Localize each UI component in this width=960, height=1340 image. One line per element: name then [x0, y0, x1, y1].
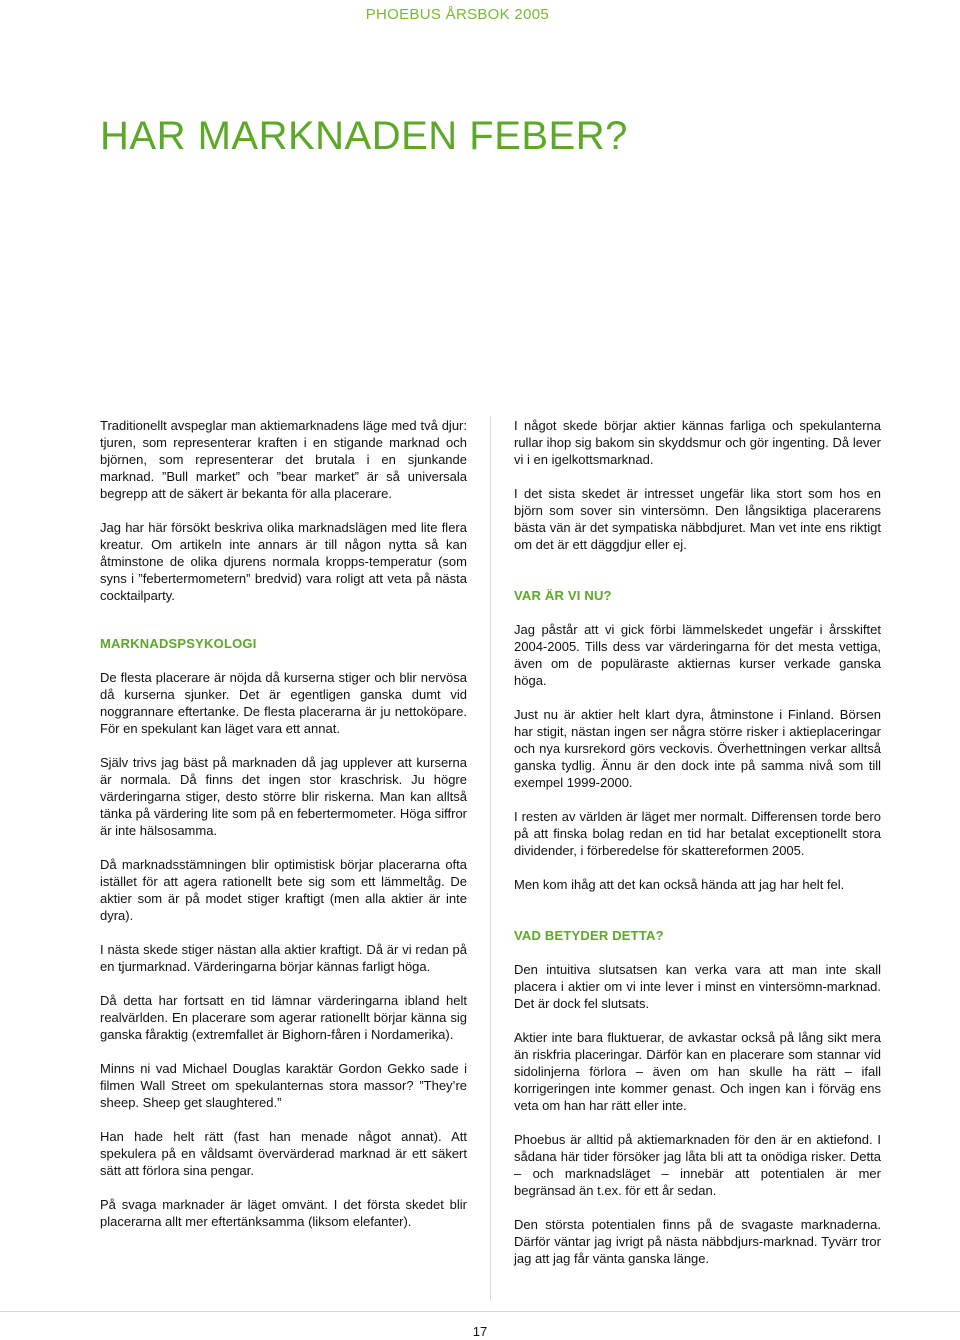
paragraph: Den intuitiva slutsatsen kan verka vara att man inte skall placera i aktier om vi inte lever i minst en vintersömn-marknad. Det är dock fel slutsats.: [514, 962, 881, 1011]
paragraph: I resten av världen är läget mer normalt. Differensen torde bero på att finska bolag redan en tid har betalat exceptionellt stora dividender, i förberedelse för skattereformen 2005.: [514, 809, 881, 858]
section-heading: MARKNADSPSYKOLOGI: [100, 636, 257, 651]
paragraph: Minns ni vad Michael Douglas karaktär Gordon Gekko sade i filmen Wall Street om spekulanternas stora massor? ”They’re sheep. Sheep get slaughtered.”: [100, 1061, 467, 1110]
paragraph: På svaga marknader är läget omvänt. I det första skedet blir placerarna allt mer eftertänksamma (liksom elefanter).: [100, 1197, 467, 1229]
footer-rule: [0, 1311, 960, 1312]
section-heading: VAD BETYDER DETTA?: [514, 928, 664, 943]
paragraph: I något skede börjar aktier kännas farliga och spekulanterna rullar ihop sig bakom sin skyddsmur och gör ingenting. Då lever vi i en igelkottsmarknad.: [514, 418, 881, 467]
column-divider: [490, 416, 491, 1300]
right-column: [514, 417, 881, 1267]
paragraph: Jag har här försökt beskriva olika marknadslägen med lite flera kreatur. Om artikeln inte annars är till någon nytta så kan åtminstone de olika djurens normala kropps-temperatur (som syns i ”febertermometern” bredvid) vara roligt att veta på nästa cocktailparty.: [100, 520, 467, 603]
paragraph: Då detta har fortsatt en tid lämnar värderingarna ibland helt realvärlden. En placerare som agerar rationellt börjar känna sig ganska fåraktig (extremfallet är Bighorn-fåren i Nordamerika).: [100, 993, 467, 1042]
paragraph: I nästa skede stiger nästan alla aktier kraftigt. Då är vi redan på en tjurmarknad. Värderingarna börjar kännas farligt höga.: [100, 942, 467, 974]
paragraph: Han hade helt rätt (fast han menade något annat). Att spekulera på en våldsamt övervärderad marknad är ett säkert sätt att förlora sina pengar.: [100, 1129, 467, 1178]
header-brand: PHOEBUS ÅRSBOK 2005: [365, 6, 549, 23]
paragraph: Jag påstår att vi gick förbi lämmelskedet ungefär i årsskiftet 2004-2005. Tills dess var värderingarna för det mesta vettiga, även om de populäraste aktiernas kurser verkade ganska höga.: [514, 622, 881, 688]
paragraph: Då marknadsstämningen blir optimistisk börjar placerarna ofta istället för att agera rationellt bete sig som ett lämmeltåg. De aktier som är på modet stiger kraftigt (men alla aktier är inte dyra).: [100, 857, 467, 923]
section-heading: VAR ÄR VI NU?: [514, 588, 612, 603]
paragraph: De flesta placerare är nöjda då kurserna stiger och blir nervösa då kurserna sjunker. Det är egentligen ganska dumt vid noggrannare eftertanke. De flesta placerarna är ju nettoköpare. För en spekulant kan läget vara ett annat.: [100, 670, 467, 736]
paragraph: Aktier inte bara fluktuerar, de avkastar också på lång sikt mera än riskfria placeringar. Därför kan en placerare som stannar vid sidolinjerna förlora – även om han skulle ha rätt – ifall korrigeringen inte kommer genast. Och ingen kan i förväg ens veta om han har rätt eller inte.: [514, 1030, 881, 1113]
paragraph: Phoebus är alltid på aktiemarknaden för den är en aktiefond. I sådana här tider försöker jag låta bli att ta onödiga risker. Detta – och marknadsläget – innebär att potentialen är mer begränsad än t.ex. för ett år sedan.: [514, 1132, 881, 1198]
paragraph: Just nu är aktier helt klart dyra, åtminstone i Finland. Börsen har stigit, nästan ingen ser några större risker i aktieplaceringar och nya kursrekord görs veckovis. Överhettningen verkar alltså ganska tydlig. Ännu är den dock inte på samma nivå som till exempel 1999-2000.: [514, 707, 881, 790]
page-number: 17: [472, 1324, 488, 1339]
paragraph: Men kom ihåg att det kan också hända att jag har helt fel.: [514, 877, 845, 892]
paragraph: Den största potentialen finns på de svagaste marknaderna. Därför väntar jag ivrigt på nästa näbbdjurs-marknad. Tyvärr tror jag att jag får vänta ganska länge.: [514, 1217, 881, 1266]
paragraph: I det sista skedet är intresset ungefär lika stort som hos en björn som sover sin vintersömn. Den långsiktiga placerarens bästa vän är det sympatiska näbbdjuret. Man vet inte ens riktigt om det är ett däggdjur eller ej.: [514, 486, 881, 552]
paragraph: Själv trivs jag bäst på marknaden då jag upplever att kurserna är normala. Då finns det ingen stor kraschrisk. Ju högre värderingarna stiger, desto större blir riskerna. Man kan alltså tänka på värdering lite som på en febertermometer. Höga siffror är inte hälsosamma.: [100, 755, 467, 838]
paragraph: Traditionellt avspeglar man aktiemarknadens läge med två djur: tjuren, som representerar kraften i en stigande marknad och björnen, som representerar det brutala i en sjunkande marknad. ”Bull market” och ”bear market” är så universala begrepp att de säkert är bekanta för alla placerare.: [100, 418, 467, 501]
page-title: HAR MARKNADEN FEBER?: [100, 114, 628, 158]
left-column: [100, 417, 467, 1230]
